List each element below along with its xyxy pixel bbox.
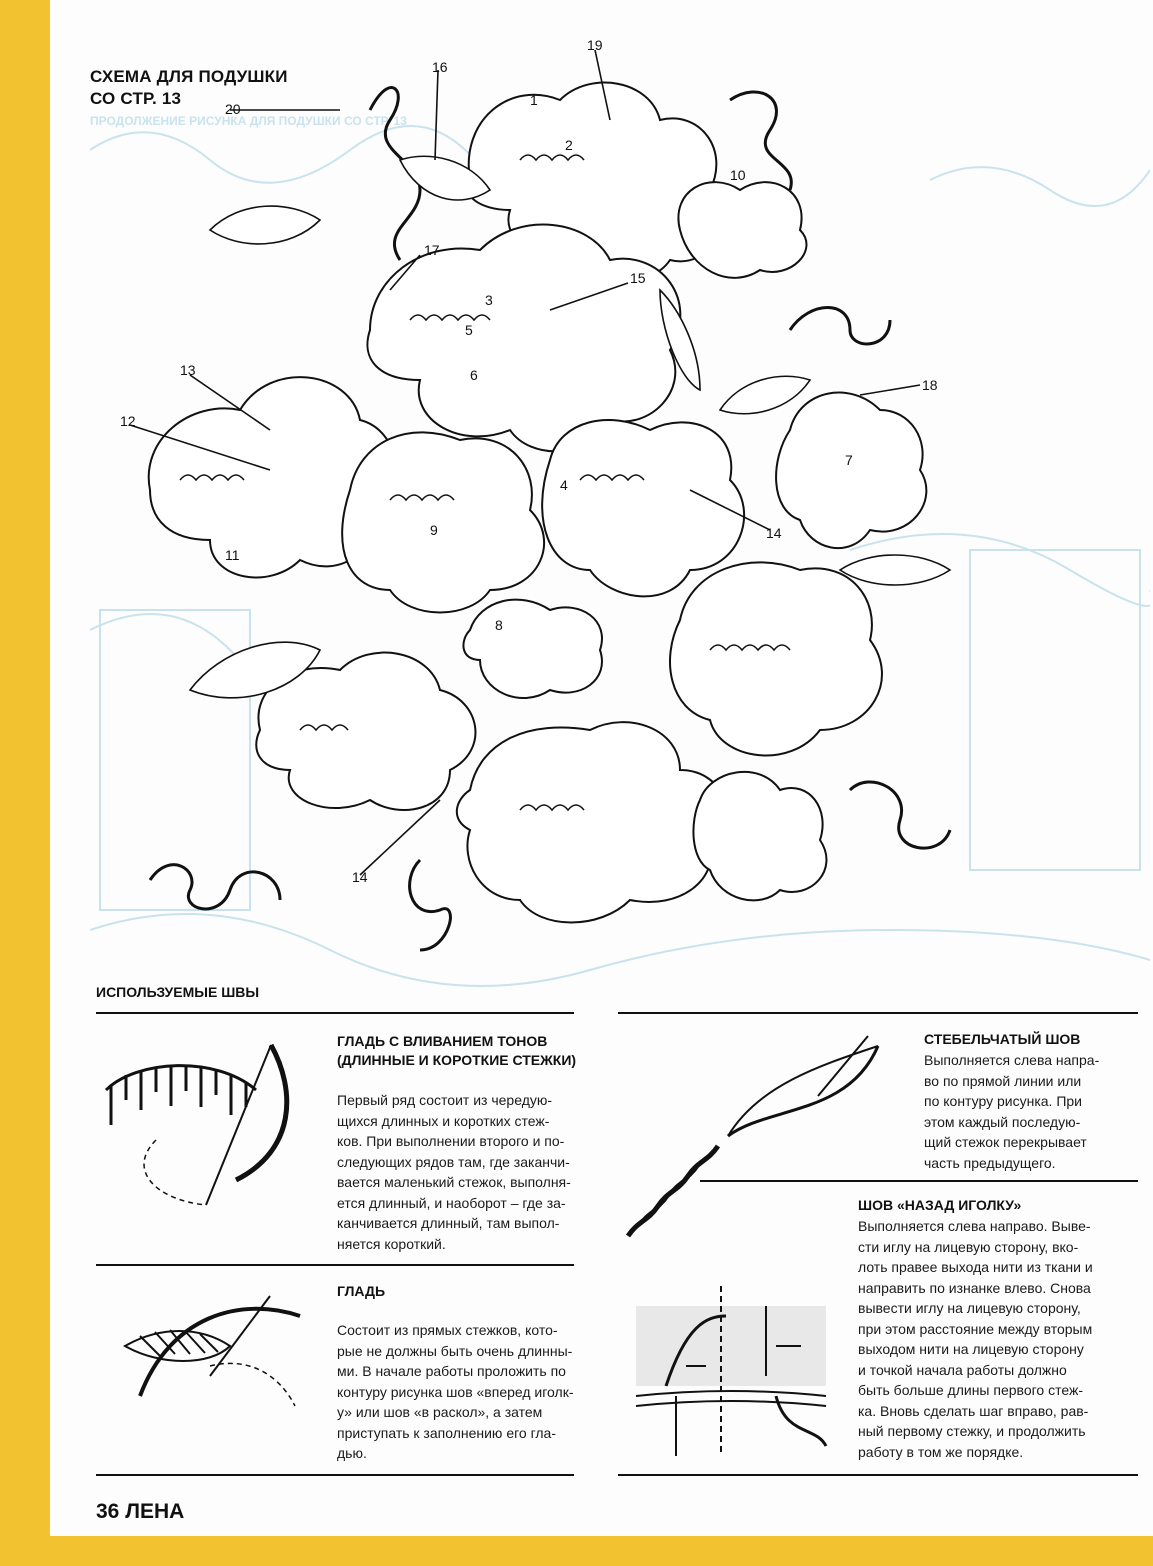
divider-rule xyxy=(96,1264,574,1266)
region-number: 6 xyxy=(470,367,478,383)
region-number: 9 xyxy=(430,522,438,538)
divider-rule xyxy=(618,1012,1138,1014)
stem-stitch-illustration xyxy=(618,1026,898,1246)
flower-bottom-right xyxy=(693,772,826,901)
yellow-page-border xyxy=(0,0,50,1566)
satin-stitch-illustration xyxy=(110,1286,320,1436)
sweet-pea-diagram xyxy=(90,30,1150,990)
header-title: СХЕМА ДЛЯ ПОДУШКИ xyxy=(90,67,288,86)
stitch-title-stem: СТЕБЕЛЬЧАТЫЙ ШОВ xyxy=(924,1031,1081,1047)
callout-17: 17 xyxy=(424,242,440,258)
flower-top-right xyxy=(678,182,806,278)
region-number: 4 xyxy=(560,477,568,493)
region-number: 1 xyxy=(530,92,538,108)
flower-bottom xyxy=(457,722,725,922)
flower-lower-center xyxy=(463,600,602,698)
embroidery-scheme xyxy=(90,30,1150,990)
divider-rule xyxy=(618,1474,1138,1476)
yellow-bottom-strip xyxy=(0,1536,1153,1566)
page-footer xyxy=(96,1500,184,1524)
callout-13: 13 xyxy=(180,362,196,378)
region-number: 2 xyxy=(565,137,573,153)
header-ghost-text: ПРОДОЛЖЕНИЕ РИСУНКА ДЛЯ ПОДУШКИ СО СТР. 13 xyxy=(90,114,407,128)
stitch-description-backstitch: Выполняется слева направо. Выве- сти иглу на лицевую сторону, вко- лоть правее выхода нити из ткани и направить по изнанке влево. Снова вывести иглу на лицевую сторону, при этом расстояние между вторым выходом нити на лицевую сторону и точкой начала работы должно быть больше длины первого стеж- ка. Вновь сделать шаг вправо, рав- ный первому стежку, и продолжить работу в том же порядке. xyxy=(858,1218,1093,1460)
stitch-title-backstitch: ШОВ «НАЗАД ИГОЛКУ» xyxy=(858,1197,1022,1213)
stitch-description-satin: Состоит из прямых стежков, кото- рые не должны быть очень длинны- ми. В начале работы проложить по контуру рисунка шов «вперед иголк- у» или шов «в раскол», а затем приступать к заполнению его гла- дью. xyxy=(337,1322,574,1461)
callout-14: 14 xyxy=(766,525,782,541)
flower-right xyxy=(776,393,926,549)
region-number: 10 xyxy=(730,167,746,183)
stitch-title-satin: ГЛАДЬ xyxy=(337,1283,386,1299)
region-number: 7 xyxy=(845,452,853,468)
callout-15: 15 xyxy=(630,270,646,286)
callout-16: 16 xyxy=(432,59,448,75)
divider-rule xyxy=(96,1474,574,1476)
callout-20: 20 xyxy=(225,101,241,117)
region-number: 5 xyxy=(465,322,473,338)
header-source-page: СО СТР. 13 xyxy=(90,89,182,108)
callout-12: 12 xyxy=(120,413,136,429)
callout-19: 19 xyxy=(587,37,603,53)
region-number: 11 xyxy=(225,547,240,563)
flower-right-lower xyxy=(670,562,882,755)
callout-14: 14 xyxy=(352,869,368,885)
stitch-title-long-short: ГЛАДЬ С ВЛИВАНИЕМ ТОНОВ (ДЛИННЫЕ И КОРОТКИЕ СТЕЖКИ) xyxy=(337,1033,577,1068)
stitch-description-long-short: Первый ряд состоит из чередую- щихся длинных и коротких стеж- ков. При выполнении второго и по- следующих рядов там, где заканчи- вается маленький стежок, выполня- ется длинный, и наоборот – где за- канчивается длинный, там выпол- няется короткий. xyxy=(337,1092,571,1252)
flower-left-mid xyxy=(342,432,544,612)
callout-18: 18 xyxy=(922,377,938,393)
region-number: 3 xyxy=(485,292,493,308)
magazine-name: ЛЕНА xyxy=(125,1500,185,1523)
flower-center-right xyxy=(542,420,744,596)
backstitch-illustration xyxy=(626,1286,836,1456)
page-number: 36 xyxy=(96,1500,120,1523)
section-title: ИСПОЛЬЗУЕМЫЕ ШВЫ xyxy=(96,984,260,1000)
divider-rule xyxy=(96,1012,574,1014)
stitch-description-stem: Выполняется слева напра- во по прямой линии или по контуру рисунка. При этом каждый последую- щий стежок перекрывает часть предыдущего. xyxy=(924,1052,1100,1171)
long-short-stitch-illustration xyxy=(96,1030,306,1230)
region-number: 8 xyxy=(495,617,503,633)
